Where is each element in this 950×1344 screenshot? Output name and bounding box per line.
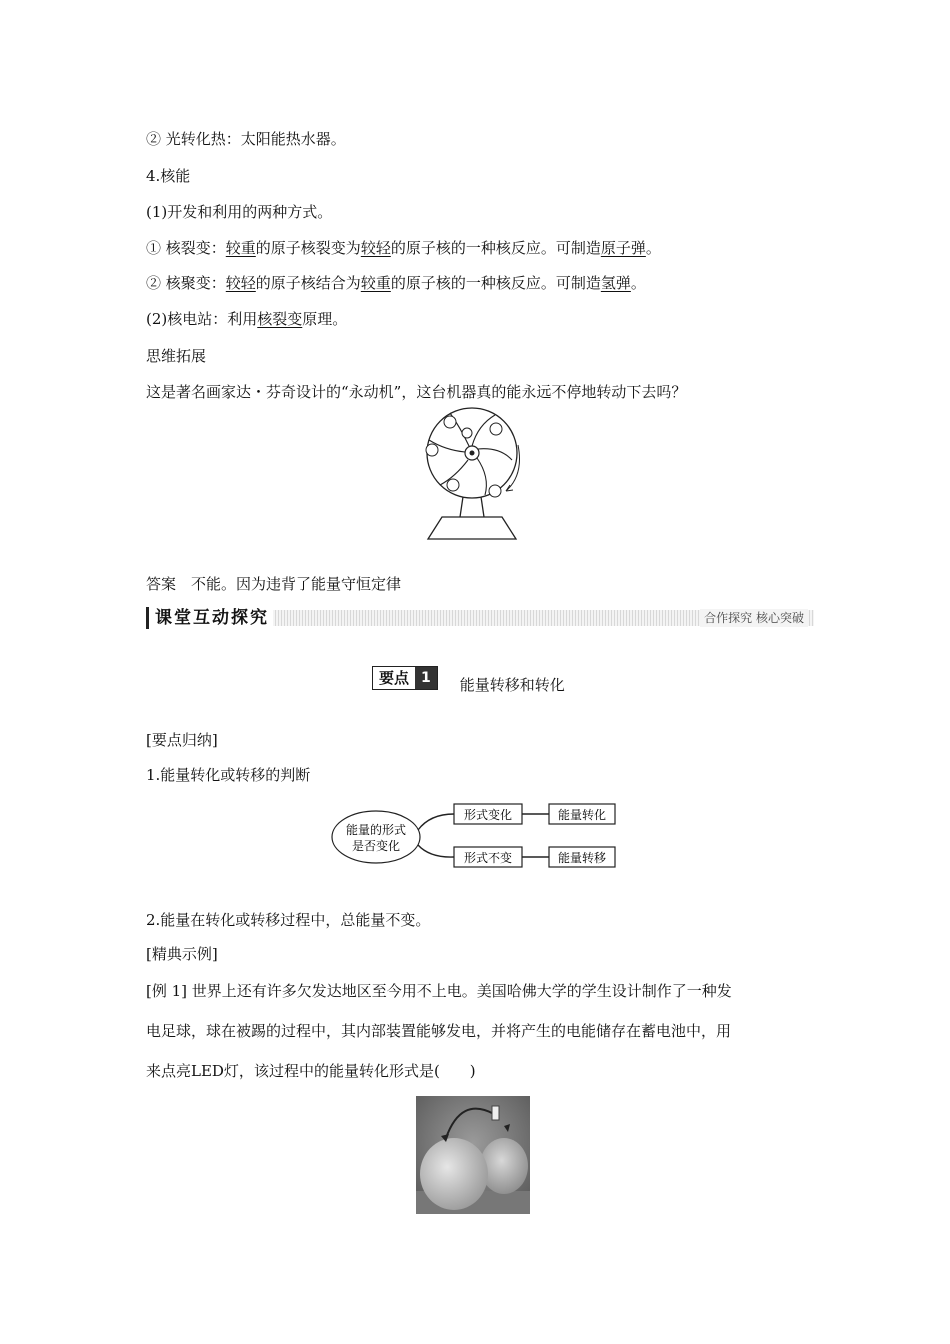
keypoint-number: 1 — [415, 667, 437, 689]
text-line: ② 光转化热：太阳能热水器。 — [146, 130, 346, 148]
item-1: 1.能量转化或转移的判断 — [146, 766, 311, 784]
heading-think: 思维拓展 — [146, 347, 207, 365]
answer-text: 答案 不能。因为违背了能量守恒定律 — [146, 575, 402, 593]
diagram-root-line2: 是否变化 — [351, 839, 401, 853]
banner-title: 课堂互动探究 — [146, 607, 273, 629]
example-text-2: 电足球，球在被踢的过程中，其内部装置能够发电，并将产生的电能储存在蓄电池中，用 — [146, 1022, 732, 1040]
diagram-root-line1: 能量的形式 — [345, 823, 407, 837]
diagram-branch-changed: 形式变化 — [463, 808, 513, 822]
item-2: 2.能量在转化或转移过程中，总能量不变。 — [146, 911, 431, 929]
summary-label: [要点归纳] — [146, 731, 218, 749]
keypoint-label: 要点 — [379, 669, 410, 687]
power-soccer-ball-photo — [416, 1096, 530, 1214]
keypoint-title: 能量转移和转化 — [459, 675, 565, 694]
text-line: (1)开发和利用的两种方式。 — [146, 203, 333, 221]
text-power-station: (2)核电站：利用核裂变原理。 — [146, 310, 348, 328]
perpetual-motion-machine-figure — [420, 405, 530, 545]
energy-judgement-diagram — [330, 800, 620, 872]
banner-subtitle: 合作探究 核心突破 — [700, 609, 808, 627]
heading-nuclear-energy: 4.核能 — [146, 167, 191, 185]
text-fusion: ② 核聚变：较轻的原子核结合为较重的原子核的一种核反应。可制造氢弹。 — [146, 274, 646, 292]
keypoint-header — [372, 666, 565, 694]
example-text-3: 来点亮LED灯，该过程中的能量转化形式是( ) — [146, 1062, 476, 1080]
example-text-1: [例 1] 世界上还有许多欠发达地区至今用不上电。美国哈佛大学的学生设计制作了一种发 — [146, 982, 732, 1000]
diagram-branch-unchanged: 形式不变 — [463, 851, 513, 865]
diagram-result-conversion: 能量转化 — [557, 808, 607, 822]
section-banner — [146, 607, 814, 629]
diagram-result-transfer: 能量转移 — [557, 851, 607, 865]
example-label: [精典示例] — [146, 945, 218, 963]
question-text: 这是著名画家达・芬奇设计的“永动机”，这台机器真的能永远不停地转动下去吗？ — [146, 383, 687, 401]
text-fission: ① 核裂变：较重的原子核裂变为较轻的原子核的一种核反应。可制造原子弹。 — [146, 239, 661, 257]
